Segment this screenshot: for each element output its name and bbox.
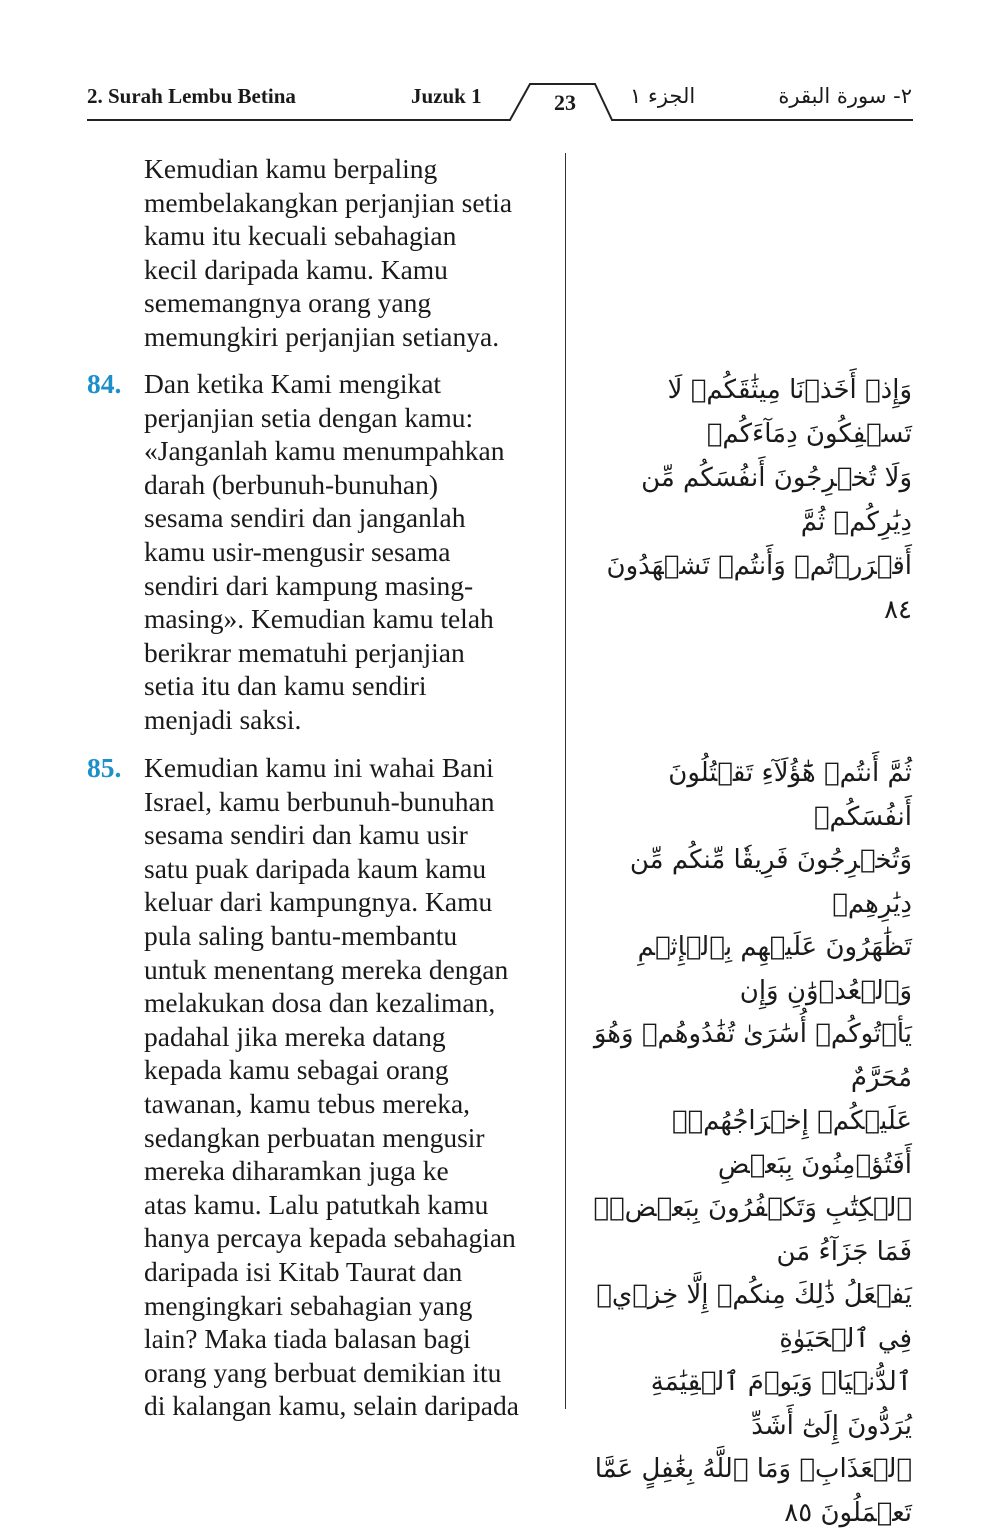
header-rule	[0, 0, 1000, 130]
arabic-line: وَتُخۡرِجُونَ فَرِيقٗا مِّنكُم مِّن دِيَٰرِهِمۡ	[629, 845, 912, 919]
text-line: sesama sendiri dan kamu usir	[144, 819, 468, 851]
text-line: perjanjian setia dengan kamu:	[144, 401, 474, 433]
text-line: padahal jika mereka datang	[144, 1020, 446, 1052]
text-line: mengingkari sebahagian yang	[144, 1289, 473, 1321]
verse-84-arabic	[582, 368, 912, 632]
text-line: membelakangkan perjanjian setia	[144, 186, 513, 218]
text-line: hanya percaya kepada sebahagian	[144, 1222, 516, 1254]
text-line: daripada isi Kitab Taurat dan	[144, 1255, 463, 1287]
header-juz-arabic: الجزء ١	[630, 84, 696, 108]
verse-number-84: 84.	[87, 368, 122, 399]
arabic-line: ثُمَّ أَنتُمۡ هَٰٓؤُلَآءِ تَقۡتُلُونَ أَنفُسَكُمۡ	[668, 758, 912, 832]
continuation-text	[144, 152, 564, 354]
header-juzuk: Juzuk 1	[411, 84, 482, 108]
text-line: Kemudian kamu berpaling	[144, 153, 438, 184]
arabic-line: أَقۡرَرۡتُمۡ وَأَنتُمۡ تَشۡهَدُونَ ٨٤	[606, 551, 912, 625]
text-line: sememangnya orang yang	[144, 287, 432, 319]
verse-85-arabic	[582, 752, 912, 1535]
arabic-line: وَلَا تُخۡرِجُونَ أَنفُسَكُم مِّن دِيَٰرِكُمۡ ثُمَّ	[641, 463, 912, 537]
text-line: kamu usir-mengusir sesama	[144, 535, 451, 567]
text-line: satu puak daripada kaum kamu	[144, 852, 487, 884]
text-line: darah (berbunuh-bunuhan)	[144, 468, 438, 500]
text-line: Israel, kamu berbunuh-bunuhan	[144, 785, 495, 817]
text-line: mereka diharamkan juga ke	[144, 1155, 449, 1187]
text-line: Kemudian kamu ini wahai Bani	[144, 752, 494, 783]
text-line: Dan ketika Kami mengikat	[144, 368, 442, 399]
column-divider	[565, 153, 566, 1409]
arabic-line: تَظَٰهَرُونَ عَلَيۡهِم بِٱلۡإِثۡمِ وَٱلۡعُدۡوَٰنِ وَإِن	[637, 932, 912, 1006]
text-line: «Janganlah kamu menumpahkan	[144, 435, 505, 467]
text-line: menjadi saksi.	[144, 703, 302, 735]
text-line: kepada kamu sebagai orang	[144, 1054, 449, 1086]
text-line: tawanan, kamu tebus mereka,	[144, 1087, 471, 1119]
verse-number-85: 85.	[87, 752, 122, 783]
arabic-line: وَإِذۡ أَخَذۡنَا مِيثَٰقَكُمۡ لَا تَسۡفِكُونَ دِمَآءَكُمۡ	[667, 375, 912, 449]
arabic-line: ٱلدُّنۡيَاۖ وَيَوۡمَ ٱلۡقِيَٰمَةِ يُرَدُّونَ إِلَىٰٓ أَشَدِّ	[650, 1367, 912, 1441]
text-line: pula saling bantu-membantu	[144, 919, 458, 951]
text-line: kamu itu kecuali sebahagian	[144, 220, 457, 252]
text-line: sendiri dari kampung masing-	[144, 569, 474, 601]
text-line: melakukan dosa dan kezaliman,	[144, 987, 496, 1019]
text-line: kecil daripada kamu. Kamu	[144, 253, 448, 285]
text-line: masing». Kemudian kamu telah	[144, 603, 494, 635]
text-line: setia itu dan kamu sendiri	[144, 670, 427, 702]
arabic-line: عَلَيۡكُمۡ إِخۡرَاجُهُمۡۚ أَفَتُؤۡمِنُونَ بِبَعۡضِ	[671, 1106, 912, 1180]
header-surah-arabic: ٢- سورة البقرة	[778, 84, 912, 108]
text-line: di kalangan kamu, selain daripada	[144, 1390, 519, 1422]
text-line: berikrar mematuhi perjanjian	[144, 636, 465, 668]
arabic-line: يَفۡعَلُ ذَٰلِكَ مِنكُمۡ إِلَّا خِزۡيٞ فِي ٱلۡحَيَوٰةِ	[596, 1280, 912, 1354]
arabic-line: ٱلۡعَذَابِۗ وَمَا ٱللَّهُ بِغَٰفِلٍ عَمَّا تَعۡمَلُونَ ٨٥	[594, 1454, 912, 1528]
arabic-line: ٱلۡكِتَٰبِ وَتَكۡفُرُونَ بِبَعۡضٖۚ فَمَا جَزَآءُ مَن	[593, 1193, 912, 1267]
header-surah-title: 2. Surah Lembu Betina	[87, 84, 296, 108]
text-line: memungkiri perjanjian setianya.	[144, 320, 500, 352]
text-line: sesama sendiri dan janganlah	[144, 502, 466, 534]
arabic-line: يَأۡتُوكُمۡ أُسَٰرَىٰ تُفَٰدُوهُمۡ وَهُوَ مُحَرَّمٌ	[593, 1019, 912, 1093]
verse-85-translation	[144, 751, 564, 1423]
text-line: keluar dari kampungnya. Kamu	[144, 886, 493, 918]
text-line: untuk menentang mereka dengan	[144, 953, 509, 985]
text-line: sedangkan perbuatan mengusir	[144, 1121, 485, 1153]
page-number: 23	[554, 90, 576, 115]
text-line: lain? Maka tiada balasan bagi	[144, 1323, 471, 1355]
text-line: atas kamu. Lalu patutkah kamu	[144, 1188, 489, 1220]
text-line: orang yang berbuat demikian itu	[144, 1356, 502, 1388]
verse-84-translation	[144, 367, 564, 737]
